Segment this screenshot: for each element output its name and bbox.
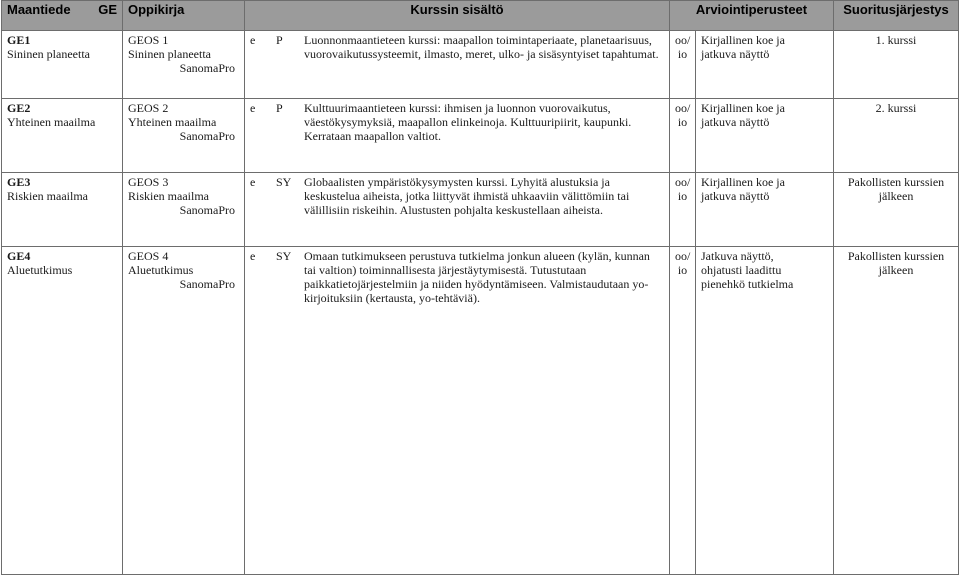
course-code: GE1 [7, 33, 31, 47]
textbook-header: Oppikirja [123, 1, 245, 31]
type-marker: e [250, 33, 256, 47]
grading-line-1: oo/ [675, 33, 691, 47]
grading-line-1: oo/ [675, 249, 691, 263]
course-description: Luonnonmaantieteen kurssi: maapallon toimintaperiaate, planetaarisuus, vuorovaikutussysteemit, ilmasto, meret, ulko- ja sisäsyntyiset tapahtumat. [304, 33, 659, 61]
assessment-cell [696, 99, 834, 173]
assessment-line-1: Jatkuva näyttö, [701, 249, 774, 263]
assessment-line-2: jatkuva näyttö [701, 115, 770, 129]
grading-line-1: oo/ [675, 175, 691, 189]
assessment-line-2: ohjatusti laadittu pienehkö tutkielma [701, 263, 794, 291]
course-row [2, 247, 959, 575]
course-cell [2, 99, 123, 173]
order-cell [834, 247, 959, 575]
course-row [2, 31, 959, 99]
book-name: Sininen planeetta [128, 47, 211, 61]
subject-header [2, 1, 123, 31]
course-name: Riskien maailma [7, 189, 88, 203]
grading-cell [670, 99, 696, 173]
assessment-line-1: Kirjallinen koe ja [701, 101, 785, 115]
order-cell [834, 31, 959, 99]
assessment-cell [696, 31, 834, 99]
grading-line-1: oo/ [675, 101, 691, 115]
subject-code-label: GE [98, 2, 117, 17]
course-name: Aluetutkimus [7, 263, 73, 277]
textbook-cell [123, 173, 245, 247]
content-cell [245, 31, 670, 99]
type-marker: e [250, 101, 256, 115]
course-code: GE2 [7, 101, 31, 115]
type-code: P [276, 33, 283, 47]
course-code: GE3 [7, 175, 31, 189]
publisher: SanomaPro [179, 203, 235, 217]
grading-line-2: io [677, 115, 688, 129]
textbook-cell [123, 31, 245, 99]
course-row [2, 173, 959, 247]
assessment-line-1: Kirjallinen koe ja [701, 33, 785, 47]
course-row [2, 99, 959, 173]
order-cell [834, 99, 959, 173]
book-name: Aluetutkimus [128, 263, 194, 277]
order-line-2: jälkeen [878, 189, 914, 203]
order-line-1: Pakollisten kurssien [847, 175, 945, 189]
publisher: SanomaPro [179, 61, 235, 75]
order-cell [834, 173, 959, 247]
course-code: GE4 [7, 249, 31, 263]
content-cell [245, 247, 670, 575]
course-description: Omaan tutkimukseen perustuva tutkielma jonkun alueen (kylän, kunnan tai valtion) toiminnallisesta järjestäytymisestä. Tutustutaan paikkatietojärjestelmiin ja niiden hyödyntämiseen. Valmistaudutaan yo-kirjoituksiin (kertausta, yo-tehtäviä). [304, 249, 650, 305]
header-row [2, 1, 959, 31]
grading-cell [670, 247, 696, 575]
order-line-1: 2. kurssi [875, 101, 917, 115]
type-code: P [276, 101, 283, 115]
order-line-1: 1. kurssi [875, 33, 917, 47]
assessment-line-2: jatkuva näyttö [701, 47, 770, 61]
course-cell [2, 247, 123, 575]
book-code: GEOS 2 [128, 101, 169, 115]
course-name: Yhteinen maailma [7, 115, 96, 129]
type-code: SY [276, 175, 292, 189]
assessment-line-1: Kirjallinen koe ja [701, 175, 785, 189]
course-cell [2, 173, 123, 247]
textbook-cell [123, 99, 245, 173]
book-name: Yhteinen maailma [128, 115, 217, 129]
grading-cell [670, 173, 696, 247]
content-cell [245, 99, 670, 173]
type-code: SY [276, 249, 292, 263]
course-name: Sininen planeetta [7, 47, 90, 61]
assessment-line-2: jatkuva näyttö [701, 189, 770, 203]
curriculum-table [1, 0, 959, 575]
assessment-cell [696, 173, 834, 247]
type-marker: e [250, 175, 256, 189]
book-name: Riskien maailma [128, 189, 209, 203]
order-header: Suoritusjärjestys [834, 1, 959, 31]
assessment-cell [696, 247, 834, 575]
grading-cell [670, 31, 696, 99]
order-line-2: jälkeen [878, 263, 914, 277]
course-cell [2, 31, 123, 99]
publisher: SanomaPro [179, 277, 235, 291]
content-cell [245, 173, 670, 247]
grading-line-2: io [677, 47, 688, 61]
course-description: Kulttuurimaantieteen kurssi: ihmisen ja luonnon vuorovaikutus, väestökysymyksiä, maapallon elinkeinoja. Kulttuuripiirit, kaupunki. Kerrataan maapallon valtiot. [304, 101, 632, 143]
order-line-1: Pakollisten kurssien [847, 249, 945, 263]
publisher: SanomaPro [179, 129, 235, 143]
subject-label: Maantiede [7, 2, 71, 17]
type-marker: e [250, 249, 256, 263]
book-code: GEOS 4 [128, 249, 169, 263]
criteria-header: Arviointiperusteet [670, 1, 834, 31]
book-code: GEOS 3 [128, 175, 169, 189]
content-header: Kurssin sisältö [245, 1, 670, 31]
textbook-cell [123, 247, 245, 575]
book-code: GEOS 1 [128, 33, 169, 47]
grading-line-2: io [677, 189, 688, 203]
course-description: Globaalisten ympäristökysymysten kurssi. Lyhyitä alustuksia ja keskustelua aiheista, jotka liittyvät ihmistä uhkaaviin välittömiin tai välillisiin riskeihin. Alustusten pohjalta keskustellaan aiheista. [304, 175, 630, 217]
grading-line-2: io [677, 263, 688, 277]
